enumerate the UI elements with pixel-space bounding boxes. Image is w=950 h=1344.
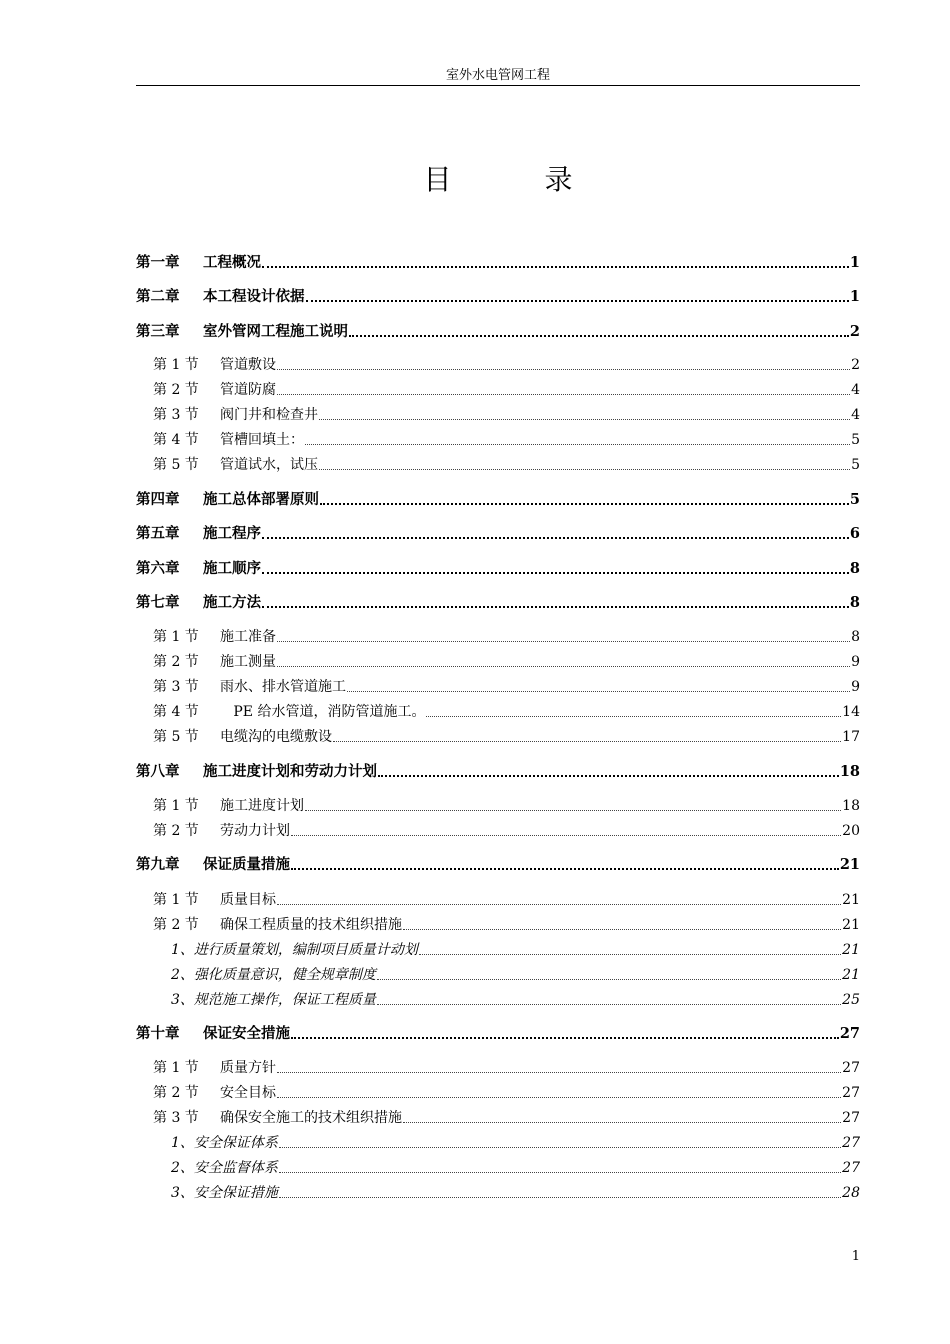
toc-entry-label: 保证安全措施	[203, 1025, 290, 1042]
toc-entry-chapter[interactable]	[136, 1022, 860, 1044]
toc-entry-page: 27	[842, 1060, 860, 1076]
toc-entry-chapter[interactable]	[136, 760, 860, 782]
toc-entry-section[interactable]	[136, 625, 860, 647]
toc-dot-leader	[319, 469, 850, 470]
toc-entry-page: 2	[851, 357, 860, 373]
toc-dot-leader	[262, 537, 849, 539]
toc-entry-label: 工程概况	[203, 254, 261, 271]
toc-entry-page: 27	[842, 1085, 860, 1101]
toc-dot-leader	[277, 369, 850, 370]
toc-dot-leader	[277, 394, 850, 395]
toc-dot-leader	[333, 741, 841, 742]
toc-entry-page: 21	[842, 942, 860, 958]
toc-entry-label: 施工总体部署原则	[203, 491, 319, 508]
toc-entry-number: 第 2 节	[153, 823, 199, 839]
toc-entry-page: 17	[842, 729, 860, 745]
toc-dot-leader	[377, 1004, 841, 1005]
toc-dot-leader	[262, 266, 849, 268]
toc-entry-section[interactable]	[136, 1106, 860, 1128]
toc-entry-label: 阀门井和检查井	[220, 407, 318, 423]
toc-entry-page: 21	[839, 856, 860, 873]
toc-entry-number: 第 2 节	[153, 1085, 199, 1101]
toc-dot-leader	[277, 1097, 841, 1098]
toc-entry-label: 本工程设计依据	[203, 288, 305, 305]
toc-entry-number: 第十章	[136, 1025, 180, 1042]
running-header: 室外水电管网工程	[445, 68, 550, 83]
toc-entry-section[interactable]	[136, 1056, 860, 1078]
toc-dot-leader	[305, 810, 841, 811]
toc-entry-chapter[interactable]	[136, 522, 860, 544]
toc-entry-number: 第八章	[136, 763, 180, 780]
toc-entry-label: 安全目标	[220, 1085, 276, 1101]
toc-entry-label: 管道试水，试压	[220, 457, 318, 473]
toc-entry-section[interactable]	[136, 888, 860, 910]
toc-entry-number: 第 4 节	[153, 704, 199, 720]
toc-entry-section[interactable]	[136, 819, 860, 841]
toc-entry-label: 电缆沟的电缆敷设	[220, 729, 332, 745]
toc-dot-leader	[305, 444, 850, 445]
toc-entry-page: 25	[842, 992, 860, 1008]
toc-dot-leader	[319, 419, 850, 420]
toc-entry-section[interactable]	[136, 353, 860, 375]
toc-entry-page: 2	[849, 323, 860, 340]
toc-dot-leader	[262, 572, 849, 574]
toc-entry-page: 5	[849, 491, 860, 508]
page-number: 1	[851, 1249, 860, 1264]
toc-entry-label: 1、安全保证体系	[171, 1135, 278, 1151]
toc-entry-number: 第 1 节	[153, 1060, 199, 1076]
toc-entry-section[interactable]	[136, 650, 860, 672]
toc-dot-leader	[426, 716, 841, 717]
toc-entry-page: 8	[849, 560, 860, 577]
toc-entry-chapter[interactable]	[136, 557, 860, 579]
toc-entry-number: 第 1 节	[153, 892, 199, 908]
toc-entry-number: 第 3 节	[153, 679, 199, 695]
toc-dot-leader	[277, 641, 850, 642]
toc-dot-leader	[277, 1072, 841, 1073]
toc-entry-number: 第 1 节	[153, 357, 199, 373]
toc-entry-label: 2、安全监督体系	[171, 1160, 278, 1176]
toc-entry-label: 施工进度计划和劳动力计划	[203, 763, 377, 780]
toc-title: 目 录	[423, 163, 615, 196]
toc-entry-page: 1	[849, 288, 860, 305]
toc-dot-leader	[378, 775, 839, 777]
toc-dot-leader	[320, 503, 849, 505]
toc-entry-label: 施工顺序	[203, 560, 261, 577]
toc-entry-number: 第 5 节	[153, 729, 199, 745]
toc-entry-number: 第 1 节	[153, 629, 199, 645]
toc-entry-number: 第五章	[136, 525, 180, 542]
toc-entry-subsection[interactable]	[136, 1156, 860, 1178]
toc-entry-page: 9	[851, 654, 860, 670]
toc-entry-number: 第 2 节	[153, 382, 199, 398]
toc-entry-page: 8	[849, 594, 860, 611]
toc-dot-leader	[403, 929, 841, 930]
toc-entry-number: 第 2 节	[153, 654, 199, 670]
toc-dot-leader	[349, 335, 849, 337]
toc-entry-number: 第三章	[136, 323, 180, 340]
toc-entry-page: 21	[842, 892, 860, 908]
toc-dot-leader	[279, 1147, 841, 1148]
toc-entry-subsection[interactable]	[136, 1131, 860, 1153]
toc-entry-section[interactable]	[136, 794, 860, 816]
toc-entry-number: 第 5 节	[153, 457, 199, 473]
toc-entry-chapter[interactable]	[136, 488, 860, 510]
toc-entry-number: 第 3 节	[153, 1110, 199, 1126]
toc-entry-label: 2、强化质量意识，健全规章制度	[171, 967, 376, 983]
toc-entry-chapter[interactable]	[136, 320, 860, 342]
toc-entry-page: 4	[851, 382, 860, 398]
toc-entry-number: 第 4 节	[153, 432, 199, 448]
toc-entry-page: 27	[842, 1110, 860, 1126]
toc-entry-section[interactable]	[136, 428, 860, 450]
toc-entry-section[interactable]	[136, 403, 860, 425]
toc-entry-section[interactable]	[136, 913, 860, 935]
toc-entry-number: 第九章	[136, 856, 180, 873]
toc-dot-leader	[419, 954, 841, 955]
toc-entry-page: 20	[842, 823, 860, 839]
toc-entry-number: 第 3 节	[153, 407, 199, 423]
toc-dot-leader	[291, 868, 839, 870]
toc-entry-label: 施工准备	[220, 629, 276, 645]
toc-entry-section[interactable]	[136, 725, 860, 747]
toc-entry-page: 18	[842, 798, 860, 814]
toc-dot-leader	[403, 1122, 841, 1123]
toc-entry-chapter[interactable]	[136, 251, 860, 273]
toc-entry-section[interactable]	[136, 700, 860, 722]
toc-entry-page: 8	[851, 629, 860, 645]
toc-dot-leader	[279, 1197, 841, 1198]
toc-dot-leader	[262, 606, 849, 608]
toc-dot-leader	[279, 1172, 841, 1173]
toc-entry-page: 5	[851, 457, 860, 473]
toc-entry-label: 雨水、排水管道施工	[220, 679, 346, 695]
toc-entry-label: 施工进度计划	[220, 798, 304, 814]
toc-entry-page: 27	[842, 1160, 860, 1176]
toc-entry-chapter[interactable]	[136, 591, 860, 613]
toc-entry-label: 确保安全施工的技术组织措施	[220, 1110, 402, 1126]
toc-entry-page: 28	[842, 1185, 860, 1201]
toc-entry-label: 施工程序	[203, 525, 261, 542]
toc-entry-page: 4	[851, 407, 860, 423]
toc-entry-label: 质量方针	[220, 1060, 276, 1076]
toc-entry-number: 第六章	[136, 560, 180, 577]
toc-entry-page: 21	[842, 917, 860, 933]
toc-entry-page: 5	[851, 432, 860, 448]
toc-entry-page: 14	[842, 704, 860, 720]
toc-dot-leader	[277, 666, 850, 667]
toc-entry-number: 第 1 节	[153, 798, 199, 814]
toc-entry-label: 室外管网工程施工说明	[203, 323, 348, 340]
toc-entry-label: 管道防腐	[220, 382, 276, 398]
toc-entry-label: 管槽回填土：	[220, 432, 304, 448]
toc-dot-leader	[306, 300, 849, 302]
toc-entry-subsection[interactable]	[136, 938, 860, 960]
toc-entry-subsection[interactable]	[136, 988, 860, 1010]
toc-entry-label: 管道敷设	[220, 357, 276, 373]
toc-dot-leader	[377, 979, 841, 980]
toc-entry-label: 3、规范施工操作，保证工程质量	[171, 992, 376, 1008]
toc-dot-leader	[347, 691, 850, 692]
toc-entry-label: 1、进行质量策划，编制项目质量计动划	[171, 942, 418, 958]
toc-entry-label: 施工测量	[220, 654, 276, 670]
toc-entry-page: 21	[842, 967, 860, 983]
toc-dot-leader	[277, 904, 841, 905]
toc-entry-chapter[interactable]	[136, 285, 860, 307]
toc-entry-chapter[interactable]	[136, 853, 860, 875]
toc-entry-number: 第一章	[136, 254, 180, 271]
toc-entry-label: 保证质量措施	[203, 856, 290, 873]
toc-dot-leader	[291, 1037, 839, 1039]
toc-entry-page: 1	[849, 254, 860, 271]
toc-entry-number: 第七章	[136, 594, 180, 611]
toc-entry-subsection[interactable]	[136, 963, 860, 985]
toc-dot-leader	[291, 835, 841, 836]
toc-entry-section[interactable]	[136, 453, 860, 475]
toc-entry-label: 3、安全保证措施	[171, 1185, 278, 1201]
toc-entry-page: 18	[839, 763, 860, 780]
toc-entry-page: 6	[849, 525, 860, 542]
toc-entry-number: 第二章	[136, 288, 180, 305]
toc-entry-section[interactable]	[136, 1081, 860, 1103]
toc-entry-section[interactable]	[136, 675, 860, 697]
toc-entry-page: 9	[851, 679, 860, 695]
toc-entry-label: 劳动力计划	[220, 823, 290, 839]
toc-entry-section[interactable]	[136, 378, 860, 400]
toc-entry-label: 质量目标	[220, 892, 276, 908]
toc-entry-label: PE 给水管道，消防管道施工。	[220, 704, 426, 720]
toc-entry-number: 第四章	[136, 491, 180, 508]
toc-entry-page: 27	[842, 1135, 860, 1151]
toc-entry-page: 27	[839, 1025, 860, 1042]
toc-entry-number: 第 2 节	[153, 917, 199, 933]
toc-entry-label: 确保工程质量的技术组织措施	[220, 917, 402, 933]
toc-entry-label: 施工方法	[203, 594, 261, 611]
header-rule	[136, 85, 860, 86]
toc-entry-subsection[interactable]	[136, 1181, 860, 1203]
